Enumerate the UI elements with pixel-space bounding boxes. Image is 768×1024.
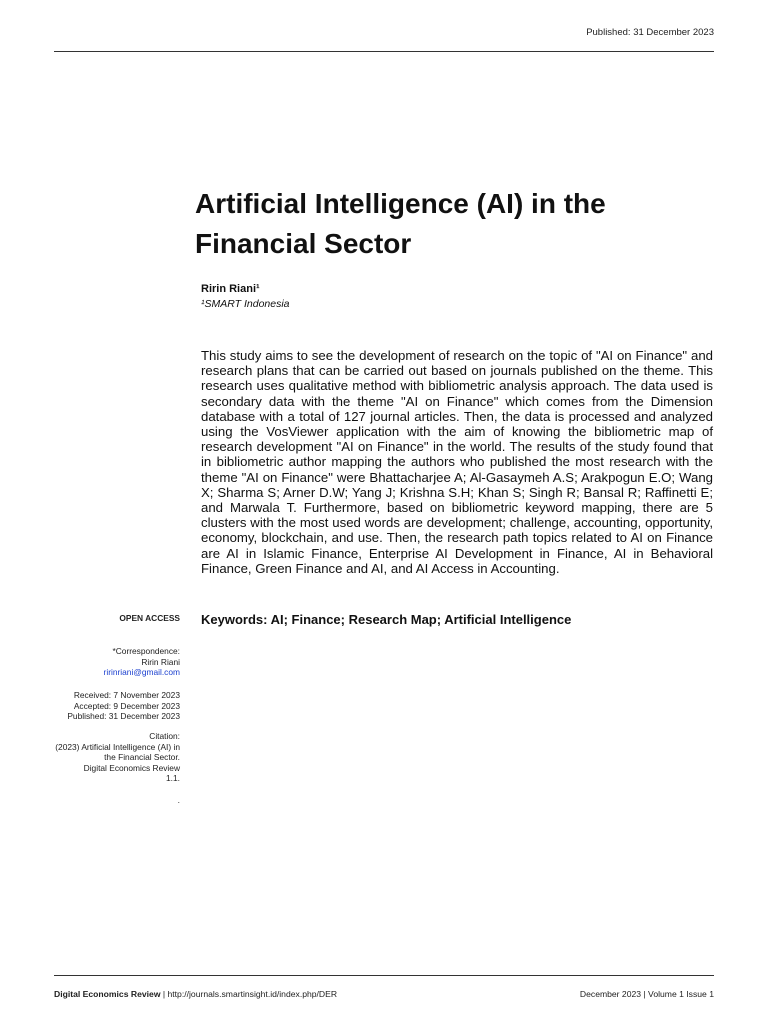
footer-divider bbox=[54, 975, 714, 976]
citation-label: Citation: bbox=[149, 731, 180, 741]
author-affiliation: ¹SMART Indonesia bbox=[201, 298, 290, 310]
dates-block bbox=[67, 690, 180, 722]
published-date-header: Published: 31 December 2023 bbox=[586, 27, 714, 38]
accepted-date: Accepted: 9 December 2023 bbox=[73, 700, 180, 711]
open-access-label: OPEN ACCESS bbox=[119, 613, 180, 623]
correspondence-label: *Correspondence: bbox=[112, 646, 180, 656]
footer-issue-info: December 2023 | Volume 1 Issue 1 bbox=[579, 989, 714, 999]
correspondence-email-link[interactable]: ririnriani@gmail.com bbox=[103, 667, 180, 677]
footer-journal-info bbox=[54, 989, 337, 999]
citation-block bbox=[55, 731, 180, 784]
keywords: Keywords: AI; Finance; Research Map; Artificial Intelligence bbox=[201, 612, 572, 627]
citation-line: the Financial Sector. bbox=[104, 752, 180, 762]
citation-line: Digital Economics Review bbox=[83, 762, 180, 773]
published-date: Published: 31 December 2023 bbox=[67, 711, 180, 721]
footer-journal-url[interactable]: | http://journals.smartinsight.id/index.php/DER bbox=[160, 989, 338, 999]
correspondence-block bbox=[104, 646, 180, 678]
article-title bbox=[195, 184, 715, 264]
citation-line: (2023) Artificial Intelligence (AI) in bbox=[55, 741, 180, 752]
citation-line: 1.1. bbox=[166, 773, 180, 783]
author-name: Ririn Riani¹ bbox=[201, 283, 260, 295]
abstract-text: This study aims to see the development of research on the topic of "AI on Finance" and research plans that can be carried out based on journals published on the theme. This research uses qualitative method with bibliometric analysis approach. The data used is secondary data with the theme "AI on Finance" which comes from the Dimension database with a total of 127 journal articles. Then, the data is processed and analyzed using the VosViewer application with the aim of knowing the bibliometric map of research development "AI on Finance" in the world. The results of the study found that in bibliometric author mapping the authors who published the most research with the theme "AI on Finance" were Bhattacharjee A; Al-Gasaymeh A.S; Arakpogun E.O; Wang X; Sharma S; Arner D.W; Yang J; Krishna S.H; Khan S; Singh R; Bansal R; Raffinetti E; and Marwala T. Furthermore, based on bibliometric keyword mapping, there are 5 clusters with the most used words are development; challenge, accounting, opportunity, economy, blockchain, and use. Then, the research path topics related to AI on Finance are AI in Islamic Finance, Enterprise AI Development in Finance, AI in Behavioral Finance, Green Finance and AI, and AI Access in Accounting. bbox=[201, 348, 713, 576]
sidebar-dot: . bbox=[177, 795, 180, 805]
title-line-1: Artificial Intelligence (AI) in the bbox=[195, 188, 606, 219]
header-divider bbox=[54, 51, 714, 52]
received-date: Received: 7 November 2023 bbox=[73, 690, 180, 700]
footer-journal-name: Digital Economics Review bbox=[54, 989, 161, 999]
title-line-2: Financial Sector bbox=[195, 228, 412, 259]
correspondence-name: Ririn Riani bbox=[141, 656, 180, 667]
